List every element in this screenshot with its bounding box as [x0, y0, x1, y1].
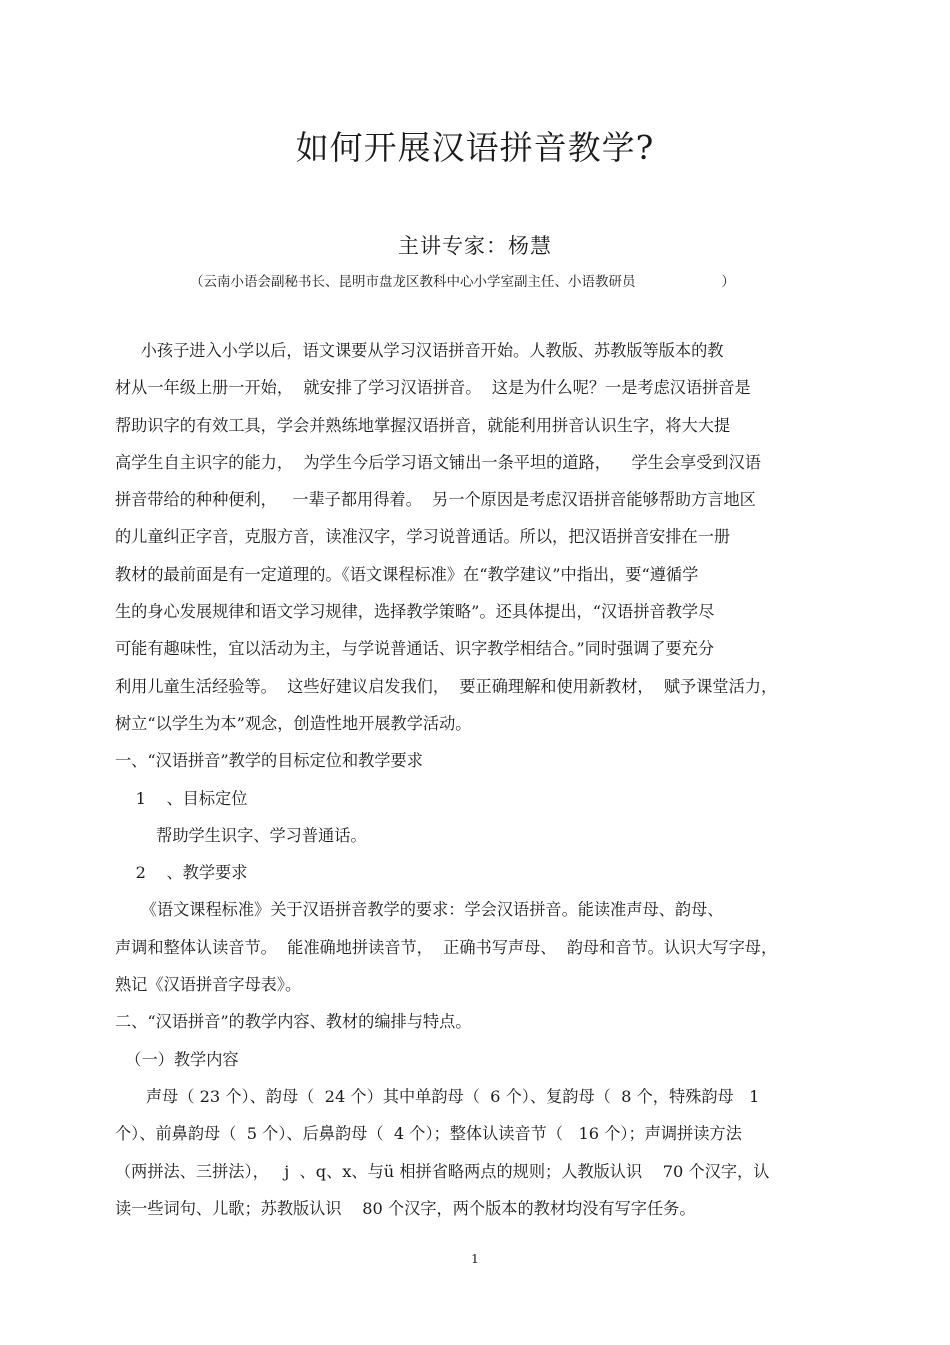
- body-line: 《语文课程标准》关于汉语拼音教学的要求：学会汉语拼音。能读准声母、韵母、: [115, 900, 724, 920]
- body-line: （一）教学内容: [115, 1049, 239, 1069]
- body-line: （两拼法、三拼法）， j 、q、x、与ü 相拼省略两点的规则；人教版认识 70 个汉字，认: [115, 1161, 770, 1181]
- body-line: 声母（ 23 个）、韵母（ 24 个）其中单韵母（ 6 个）、复韵母（ 8 个，特殊韵母 1: [115, 1086, 760, 1106]
- body-line: 二、“汉语拼音”的教学内容、教材的编排与特点。: [115, 1012, 472, 1032]
- body-line: 高学生自主识字的能力， 为学生今后学习语文铺出一条平坦的道路， 学生会享受到汉语: [115, 452, 761, 472]
- body-line: 小孩子进入小学以后，语文课要从学习汉语拼音开始。人教版、苏教版等版本的教: [115, 341, 724, 360]
- body-line: 拼音带给的种种便利， 一辈子都用得着。 另一个原因是考虑汉语拼音能够帮助方言地区: [115, 490, 756, 510]
- body-line: 材从一年级上册一开始， 就安排了学习汉语拼音。 这是为什么呢？一是考虑汉语拼音是: [115, 378, 751, 398]
- body-line: 帮助学生识字、学习普通话。: [115, 825, 367, 845]
- body-line: 教材的最前面是有一定道理的。《语文课程标准》在“教学建议”中指出，要“遵循学: [115, 564, 699, 584]
- body-line: 读一些词句、儿歌；苏教版认识 80 个汉字，两个版本的教材均没有写字任务。: [115, 1198, 696, 1218]
- body-line: 帮助识字的有效工具，学会并熟练地掌握汉语拼音，就能利用拼音认识生字，将大大提: [115, 415, 731, 435]
- body-line: 树立“以学生为本”观念，创造性地开展教学活动。: [115, 713, 472, 733]
- speaker-affiliation: （云南小语会副秘书长、昆明市盘龙区教科中心小学室副主任、小语教研员 ）: [190, 274, 735, 290]
- body-line: 熟记《汉语拼音字母表》。: [115, 975, 302, 995]
- document-title: 如何开展汉语拼音教学?: [295, 128, 655, 167]
- body-line: 可能有趣味性，宜以活动为主，与学说普通话、识字教学相结合。”同时强调了要充分: [115, 639, 715, 659]
- body-line: 个）、前鼻韵母（ 5 个）、后鼻韵母（ 4 个）；整体认读音节（ 16 个）；声调拼读方法: [115, 1124, 742, 1144]
- body-line: 1 、目标定位: [115, 788, 248, 808]
- body-line: 生的身心发展规律和语文学习规律，选择教学策略”。还具体提出，“汉语拼音教学尽: [115, 602, 715, 622]
- page-number: 1: [471, 1252, 479, 1266]
- body-line: 一、“汉语拼音”教学的目标定位和教学要求: [115, 751, 423, 771]
- body-line: 2 、教学要求: [115, 863, 248, 883]
- body-line: 声调和整体认读音节。 能准确地拼读音节， 正确书写声母、 韵母和音节。认识大写字母，: [115, 937, 778, 957]
- speaker-line: 主讲专家：杨慧: [398, 234, 552, 258]
- body-line: 的儿童纠正字音，克服方音，读准汉字，学习说普通话。所以，把汉语拼音安排在一册: [115, 527, 731, 547]
- body-line: 利用儿童生活经验等。 这些好建议启发我们， 要正确理解和使用新教材， 赋予课堂活力，: [115, 676, 778, 696]
- document-body: [115, 332, 840, 1227]
